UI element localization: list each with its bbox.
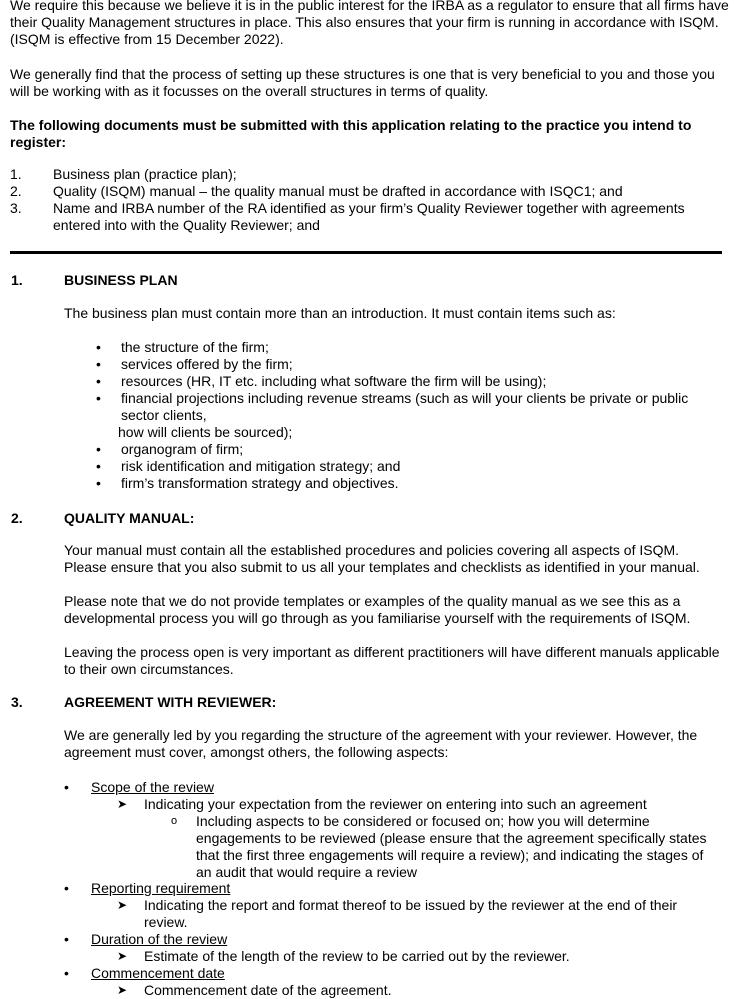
intro-paragraph-2: We generally find that the process of setting up these structures is one that is very beneficial to you and those you will be working with as it focusses on the overall structures in terms of quality. — [10, 66, 715, 99]
section-2-number: 2. — [11, 510, 23, 526]
bullet-icon: • — [96, 441, 101, 457]
documents-heading: The following documents must be submitted with this application relating to the practice you intend to register: — [10, 117, 692, 150]
section-divider — [10, 251, 722, 254]
business-plan-bullet: resources (HR, IT etc. including what software the firm will be using); — [121, 373, 547, 389]
arrow-bullet-icon: ➤ — [117, 898, 128, 912]
aspect-heading: Commencement date — [91, 965, 225, 981]
aspect-heading: Scope of the review — [91, 779, 214, 795]
aspect-heading: Duration of the review — [91, 931, 228, 947]
aspect-detail: Commencement date of the agreement. — [144, 982, 392, 998]
business-plan-bullet: the structure of the firm; — [121, 339, 269, 355]
section-3-number: 3. — [11, 694, 23, 710]
doc-list-number: 2. — [10, 183, 22, 199]
arrow-bullet-icon: ➤ — [117, 797, 128, 811]
bullet-icon: • — [96, 339, 101, 355]
intro-paragraph-1: We require this because we believe it is in the public interest for the IRBA as a regulator to ensure that all firms have their Quality Management structures in place. This also ensures that your firm is running in accordance with ISQM. (ISQM is effective from 15 December 2022). — [10, 0, 729, 47]
quality-manual-paragraph: Leaving the process open is very important as different practitioners will have different manuals applicable to their own circumstances. — [64, 644, 720, 677]
aspect-heading: Reporting requirement — [91, 880, 231, 896]
bullet-icon: • — [64, 965, 69, 981]
quality-manual-paragraph: Please note that we do not provide templates or examples of the quality manual as we see this as a developmental process you will go through as you familiarise yourself with the requirements of ISQM. — [64, 593, 691, 626]
section-1-title: BUSINESS PLAN — [64, 272, 178, 288]
bullet-icon: • — [64, 880, 69, 896]
business-plan-bullet: services offered by the firm; — [121, 356, 293, 372]
doc-list-item: Quality (ISQM) manual – the quality manual must be drafted in accordance with ISQC1; and — [53, 183, 623, 199]
quality-manual-paragraph: Your manual must contain all the established procedures and policies covering all aspects of ISQM. Please ensure that you also submit to us all your templates and checklists as identified in your manual. — [64, 542, 700, 575]
circle-bullet-icon: o — [171, 815, 178, 827]
business-plan-bullet: financial projections including revenue streams (such as will your clients be private or public sector clients, — [121, 390, 689, 423]
bullet-icon: • — [96, 356, 101, 372]
business-plan-bullet: risk identification and mitigation strategy; and — [121, 458, 401, 474]
bullet-icon: • — [96, 458, 101, 474]
section-2-title: QUALITY MANUAL: — [64, 510, 195, 526]
aspect-subdetail: Including aspects to be considered or focused on; how you will determine engagements to be reviewed (please ensure that the agreement specifically states that the first three engagements will require a review); and indicating the stages of an audit that would require a review — [196, 813, 707, 880]
aspect-detail: Indicating your expectation from the reviewer on entering into such an agreement — [144, 796, 647, 812]
business-plan-bullet: firm’s transformation strategy and objectives. — [121, 475, 399, 491]
section-3-title: AGREEMENT WITH REVIEWER: — [64, 694, 277, 710]
doc-list-item: Name and IRBA number of the RA identified as your firm’s Quality Reviewer together with agreements entered into with the Quality Reviewer; and — [53, 200, 685, 233]
aspect-detail: Estimate of the length of the review to be carried out by the reviewer. — [144, 948, 570, 964]
bullet-icon: • — [96, 373, 101, 389]
business-plan-bullet-continuation: how will clients be sourced); — [118, 424, 293, 440]
aspect-detail: Indicating the report and format thereof to be issued by the reviewer at the end of their review. — [144, 897, 678, 930]
section-1-intro: The business plan must contain more than an introduction. It must contain items such as: — [64, 305, 616, 321]
bullet-icon: • — [64, 779, 69, 795]
bullet-icon: • — [64, 931, 69, 947]
doc-list-item: Business plan (practice plan); — [53, 166, 237, 182]
arrow-bullet-icon: ➤ — [117, 983, 128, 997]
arrow-bullet-icon: ➤ — [117, 949, 128, 963]
bullet-icon: • — [96, 475, 101, 491]
business-plan-bullet: organogram of firm; — [121, 441, 244, 457]
section-1-number: 1. — [11, 272, 23, 288]
doc-list-number: 1. — [10, 166, 22, 182]
doc-list-number: 3. — [10, 200, 22, 216]
section-3-intro: We are generally led by you regarding the structure of the agreement with your reviewer. However, the agreement must cover, amongst others, the following aspects: — [64, 727, 698, 760]
bullet-icon: • — [96, 390, 101, 406]
